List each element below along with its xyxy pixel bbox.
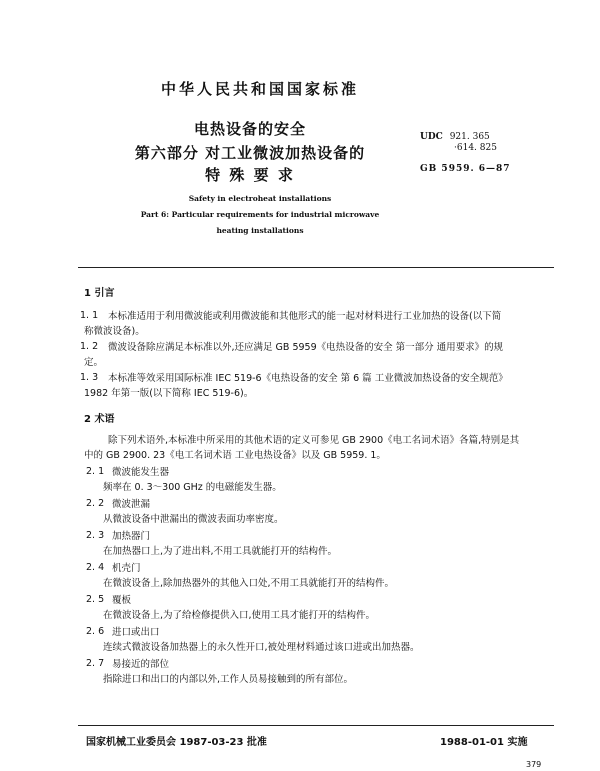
term-2-4-number: 2. 4: [86, 562, 105, 573]
clause-1-1-text: 本标准适用于利用微波能或利用微波能和其他形式的能一起对材料进行工业加热的设备(以下简: [108, 311, 502, 322]
gb-standard-number: GB 5959. 6—87: [420, 164, 511, 174]
term-2-3-name: 加热器门: [112, 531, 151, 542]
section-1-heading: 1 引言: [84, 288, 115, 299]
footer-divider: [78, 725, 554, 726]
approval-statement: 国家机械工业委员会 1987-03-23 批准: [86, 737, 267, 748]
term-2-3-definition: 在加热器口上,为了进出料,不用工具就能打开的结构件。: [103, 546, 338, 557]
implementation-date: 1988-01-01 实施: [440, 737, 528, 748]
term-2-4-name: 机壳门: [112, 563, 141, 574]
clause-1-3-text: 本标准等效采用国际标准 IEC 519-6《电热设备的安全 第 6 篇 工业微波加热设备的安全规范》: [108, 373, 508, 384]
term-2-1-definition: 频率在 0. 3～300 GHz 的电磁能发生器。: [103, 482, 282, 493]
section-2-intro-cont: 中的 GB 2900. 23《电工名词术语 工业电热设备》以及 GB 5959. 1。: [84, 450, 386, 461]
issuing-authority-heading: 中华人民共和国国家标准: [160, 80, 359, 98]
clause-1-3-number: 1. 3: [80, 372, 99, 383]
title-en-line-1: Safety in electroheat installations: [188, 194, 332, 203]
clause-1-1-text-cont: 称微波设备)。: [84, 326, 145, 337]
title-cn-line-2: 第六部分 对工业微波加热设备的: [134, 144, 366, 162]
term-2-5-name: 覆板: [112, 595, 132, 606]
title-en-line-2: Part 6: Particular requirements for industrial microwave: [140, 210, 380, 219]
section-2-heading: 2 术语: [84, 414, 115, 425]
term-2-1-number: 2. 1: [86, 466, 105, 477]
header-divider: [78, 267, 554, 268]
section-2-intro: 除下列术语外,本标准中所采用的其他术语的定义可参见 GB 2900《电工名词术语》各篇,特别是其: [108, 435, 520, 446]
udc-code-2: ·614. 825: [454, 143, 497, 153]
clause-1-1-number: 1. 1: [80, 310, 99, 321]
clause-1-3-text-cont: 1982 年第一版(以下简称 IEC 519-6)。: [84, 388, 254, 399]
udc-code-1: 921. 365: [449, 132, 490, 142]
clause-1-2-number: 1. 2: [80, 341, 99, 352]
udc-label: UDC: [420, 132, 443, 142]
term-2-6-definition: 连续式微波设备加热器上的永久性开口,被处理材料通过该口进或出加热器。: [103, 642, 420, 653]
term-2-2-name: 微波泄漏: [112, 499, 151, 510]
term-2-2-number: 2. 2: [86, 498, 105, 509]
title-cn-line-1: 电热设备的安全: [193, 120, 306, 138]
term-2-5-definition: 在微波设备上,为了给检修提供入口,使用工具才能打开的结构件。: [103, 610, 376, 621]
term-2-6-name: 进口或出口: [112, 627, 160, 638]
term-2-6-number: 2. 6: [86, 626, 105, 637]
term-2-5-number: 2. 5: [86, 594, 105, 605]
term-2-3-number: 2. 3: [86, 530, 105, 541]
term-2-7-number: 2. 7: [86, 658, 105, 669]
term-2-7-definition: 指除进口和出口的内部以外,工作人员易接触到的所有部位。: [103, 674, 354, 685]
term-2-1-name: 微波能发生器: [112, 467, 170, 478]
clause-1-2-text: 微波设备除应满足本标准以外,还应满足 GB 5959《电热设备的安全 第一部分 通用要求》的规: [108, 342, 504, 353]
term-2-7-name: 易接近的部位: [112, 659, 170, 670]
title-cn-line-3: 特 殊 要 求: [205, 166, 295, 184]
page-number: 379: [526, 760, 542, 769]
udc-classification: [420, 132, 490, 142]
term-2-4-definition: 在微波设备上,除加热器外的其他入口处,不用工具就能打开的结构件。: [103, 578, 395, 589]
term-2-2-definition: 从微波设备中泄漏出的微波表面功率密度。: [103, 514, 284, 525]
title-en-line-3: heating installations: [216, 226, 304, 235]
clause-1-2-text-cont: 定。: [84, 357, 104, 368]
